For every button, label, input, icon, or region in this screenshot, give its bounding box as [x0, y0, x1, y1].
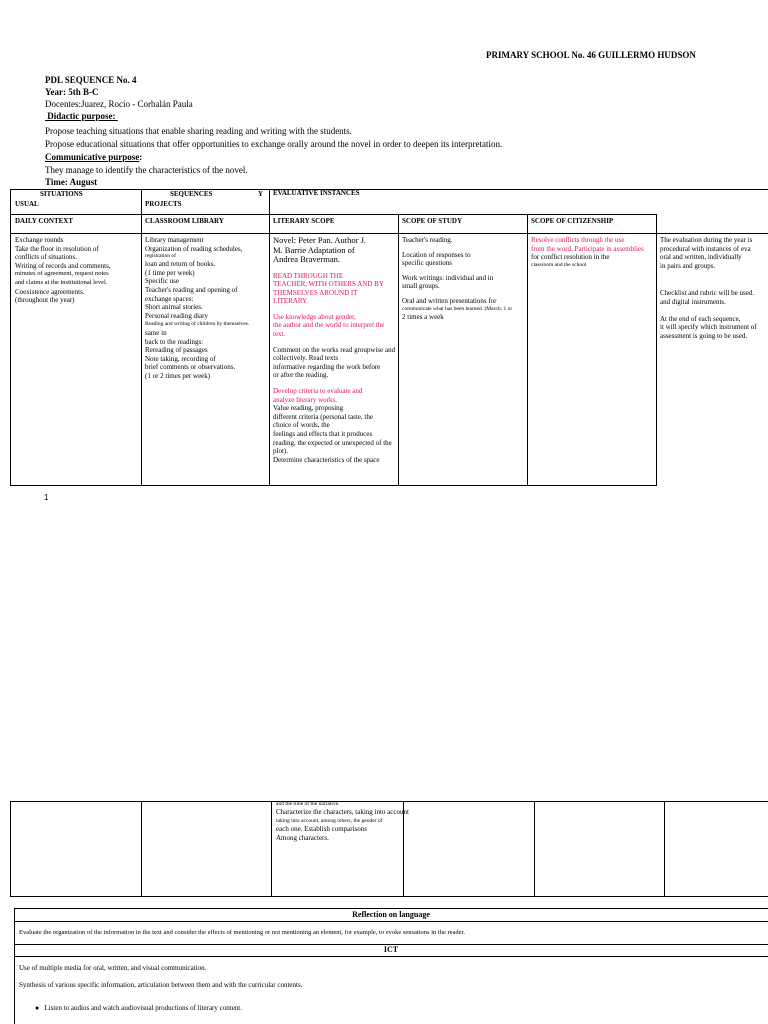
ict-line-2: Synthesis of various specific information, articulation between them and with the curricular contents.: [19, 981, 303, 989]
literary-line: Andrea Braverman.: [273, 254, 341, 264]
evaluation-line: in pairs and groups.: [660, 261, 716, 270]
header-projects: PROJECTS: [145, 200, 182, 208]
daily-line: (throughout the year): [15, 296, 75, 305]
daily-line: Writing of records and comments,: [15, 261, 111, 270]
literary-line: Value reading, proposing: [273, 404, 344, 413]
library-line: Organization of reading schedules,: [145, 244, 243, 253]
header-sequences: SEQUENCES: [170, 190, 213, 198]
didactic-purpose-2: Propose educational situations that offer opportunities to exchange orally around the novel in order to deepen its interpretation.: [45, 139, 503, 149]
library-line: Rereading of passages: [145, 346, 208, 355]
ict-line-1: Use of multiple media for oral, written, and visual communication.: [19, 964, 207, 972]
evaluation-line: and digital instruments.: [660, 297, 726, 306]
header-scope-of-citizenship: SCOPE OF CITIZENSHIP: [531, 217, 614, 225]
literary-continuation-cell: [276, 801, 411, 842]
literary-line: choice of words, the: [273, 421, 330, 430]
study-line: Oral and written presentations for: [402, 296, 497, 305]
literary-cont-line: each one. Establish comparisons: [276, 825, 367, 834]
table-border-bottom: [10, 485, 656, 486]
literary-line: Develop criteria to evaluate and: [273, 387, 363, 396]
header-literary-scope: LITERARY SCOPE: [273, 217, 335, 225]
reflection-title-divider: [14, 921, 768, 922]
library-line: (1 time per week): [145, 268, 195, 277]
literary-cont-line: taking into account, among others, the gender of: [276, 817, 383, 824]
study-line: communicate what has been learned. (March; 1 or: [402, 305, 513, 312]
library-line: Short animal stories.: [145, 303, 203, 312]
classroom-library-cell: [145, 236, 269, 381]
literary-line: LITERARY: [273, 297, 308, 306]
sequence-title: PDL SEQUENCE No. 4: [45, 75, 137, 85]
table-header-bottom: [10, 233, 768, 234]
header-evaluative: EVALUATIVE INSTANCES: [273, 189, 360, 197]
literary-line: M. Barrie Adaptation of: [273, 244, 355, 255]
year-label: Year: 5th B-C: [45, 87, 99, 97]
daily-line: Take the floor in resolution of: [15, 244, 99, 253]
bullet-icon: ●: [35, 1004, 40, 1012]
library-line: Specific use: [145, 277, 180, 286]
literary-line: Use knowledge about gender,: [273, 312, 356, 321]
scope-of-citizenship-cell: [531, 236, 661, 269]
evaluation-line: assessment is going to be used.: [660, 331, 748, 340]
cont-col-line-0: [10, 801, 11, 897]
literary-line: THEMSELVES AROUND IT: [273, 288, 358, 297]
study-line: 2 times a week: [402, 312, 444, 321]
table-col-line-0: [10, 189, 11, 486]
daily-context-cell: [15, 236, 140, 305]
page-number: 1: [44, 493, 49, 502]
header-y: Y: [258, 190, 264, 198]
cont-col-line-2: [271, 801, 272, 897]
daily-line: conflicts of situations.: [15, 253, 78, 262]
citizenship-line: from the word. Participate in assemblies: [531, 244, 644, 253]
evaluation-line: oral and written, individually: [660, 253, 742, 262]
cont-border-bottom: [10, 896, 768, 897]
literary-line: different criteria (personal taste, the: [273, 412, 373, 421]
literary-line: Comment on the works read groupwise and: [273, 345, 396, 354]
table-col-line-2: [269, 189, 270, 486]
didactic-purpose-label: Didactic purpose:: [45, 111, 118, 121]
scope-of-study-cell: [402, 236, 534, 321]
evaluation-cell: [660, 236, 768, 340]
literary-line: feelings and effects that it produces: [273, 430, 373, 438]
evaluation-line: procedural with instances of eva: [660, 244, 751, 253]
study-line: Work writings: individual and in: [402, 273, 494, 282]
daily-line: Exchange rounds: [15, 236, 64, 244]
literary-line: the author and the world to interpret the: [273, 321, 385, 330]
header-scope-of-study: SCOPE OF STUDY: [402, 217, 463, 225]
study-line: Teacher's reading.: [402, 236, 453, 244]
library-line: registration of: [145, 253, 177, 260]
literary-line: Determine characteristics of the space: [273, 455, 380, 464]
cont-col-line-5: [664, 801, 665, 897]
literary-cont-line: Among characters.: [276, 833, 329, 842]
library-line: exchange spaces:: [145, 294, 194, 303]
evaluation-line: Checklist and rubric will be used.: [660, 289, 755, 298]
literary-line: text.: [273, 330, 286, 339]
literary-line: reading, the expected or unexpected of the: [273, 438, 392, 447]
teachers-label: Docentes:Juarez, Rocio - Corbalán Paula: [45, 99, 193, 109]
reflection-border-left: [14, 908, 15, 1024]
ict-bullet-item: [35, 1004, 242, 1013]
literary-line: READ THROUGH THE: [273, 271, 344, 280]
library-line: Reading and writing of children by themselves.: [145, 321, 250, 328]
communicative-purpose-1: They manage to identify the characteristics of the novel.: [45, 165, 248, 175]
daily-line: minutes of agreement, request notes: [15, 270, 109, 278]
evaluation-line: The evaluation during the year is: [660, 236, 753, 244]
reflection-border-top: [14, 908, 768, 909]
ict-bullet-text: Listen to audios and watch audiovisual productions of literary content.: [44, 1004, 242, 1012]
study-line: specific questions: [402, 259, 452, 268]
library-line: Teacher's reading and opening of: [145, 285, 238, 294]
literary-line: plot).: [273, 447, 288, 456]
library-line: Personal reading diary: [145, 311, 208, 320]
library-line: loan and return of books.: [145, 260, 216, 269]
literary-cont-line: Characterize the characters, taking into account: [276, 808, 409, 816]
literary-line: or after the reading.: [273, 371, 329, 380]
header-situations: SITUATIONS: [40, 190, 83, 198]
library-line: same in: [145, 328, 167, 337]
study-line: Location of responses to: [402, 250, 471, 259]
cont-col-line-4: [534, 801, 535, 897]
communicative-purpose-label: [45, 152, 142, 164]
literary-line: informative regarding the work before: [273, 362, 381, 371]
citizenship-line: for conflict resolution in the: [531, 253, 610, 262]
table-header-divider: [10, 214, 656, 215]
communicative-purpose-text: Communicative purpose: [45, 152, 140, 162]
literary-cont-line: and the time of the narrative.: [276, 801, 340, 807]
citizenship-line: classroom and the school: [531, 261, 587, 268]
literary-line: Novel: Peter Pan. Author J.: [273, 236, 367, 245]
daily-line: Coexistence agreements.: [15, 287, 85, 296]
header-classroom-library: CLASSROOM LIBRARY: [145, 217, 224, 225]
header-daily-context: DAILY CONTEXT: [15, 217, 74, 225]
daily-line: and claims at the institutional level.: [15, 278, 108, 286]
time-label: Time: August: [45, 177, 98, 187]
reflection-title: Reflection on language: [352, 910, 430, 919]
library-line: Library management: [145, 236, 204, 244]
literary-scope-cell: [273, 236, 408, 464]
literary-line: collectively. Read texts: [273, 354, 339, 363]
table-border-top: [10, 189, 768, 190]
reflection-text: Evaluate the organization of the information in the text and consider the effects of mentioning or not mentioning an element, for example, to evoke sensations in the reader.: [19, 929, 465, 936]
communicative-purpose-colon: :: [139, 152, 143, 162]
ict-title-divider: [14, 956, 768, 957]
didactic-purpose-1: Propose teaching situations that enable sharing reading and writing with the students.: [45, 126, 352, 136]
cont-col-line-1: [141, 801, 142, 897]
literary-line: TEACHER, WITH OTHERS AND BY: [273, 280, 384, 289]
evaluation-line: it will specify which instrument of: [660, 323, 757, 332]
library-line: Note taking, recording of: [145, 354, 216, 363]
school-name: PRIMARY SCHOOL No. 46 GUILLERMO HUDSON: [486, 50, 696, 60]
header-usual: USUAL: [15, 200, 39, 208]
library-line: back to the readings:: [145, 337, 204, 346]
table-col-line-1: [141, 189, 142, 486]
citizenship-line: Resolve conflicts through the use: [531, 236, 625, 244]
ict-title: ICT: [383, 945, 399, 954]
library-line: brief comments or observations.: [145, 363, 236, 372]
literary-line: analyze literary works.: [273, 395, 337, 404]
study-line: small groups.: [402, 282, 440, 291]
library-line: (1 or 2 times per week): [145, 371, 211, 380]
evaluation-line: At the end of each sequence,: [660, 314, 741, 323]
